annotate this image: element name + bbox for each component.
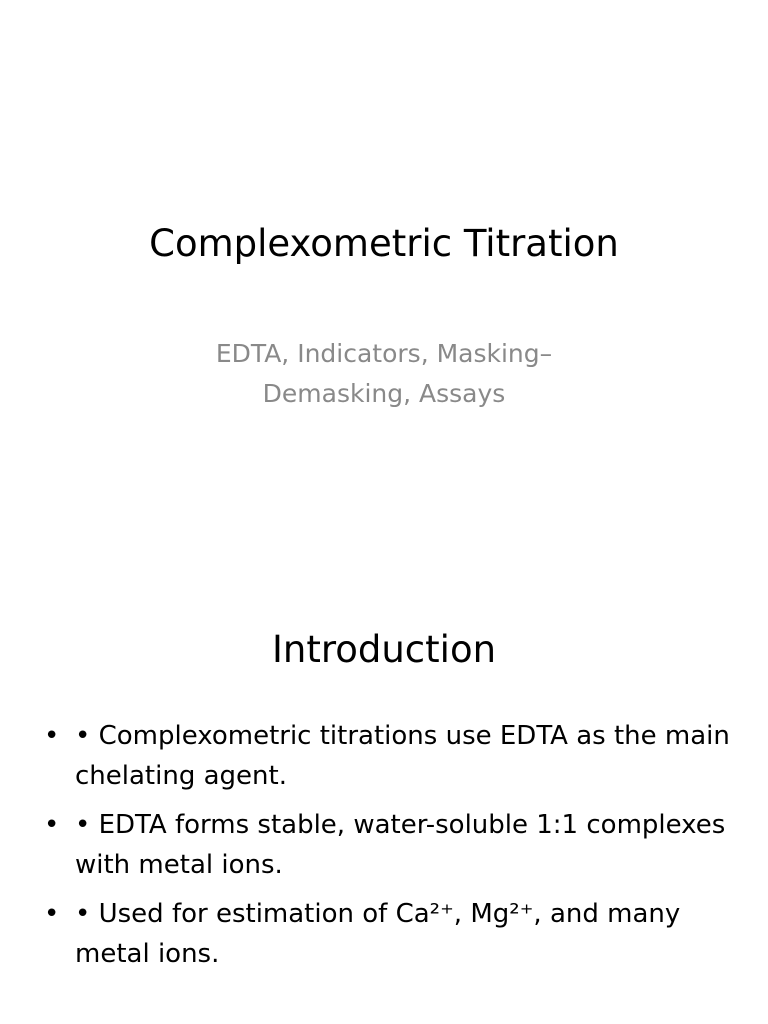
slide-title: Complexometric Titration xyxy=(149,222,619,265)
subtitle-line-2: Demasking, Assays xyxy=(262,379,506,408)
bullet-marker: • xyxy=(44,721,60,751)
introduction-slide xyxy=(0,576,768,1024)
bullet-marker: • xyxy=(44,899,60,929)
introduction-heading: Introduction xyxy=(271,628,497,671)
list-item xyxy=(40,805,740,885)
bullet-text: • EDTA forms stable, water-soluble 1:1 complexes with metal ions. xyxy=(75,810,726,880)
bullet-marker: • xyxy=(44,810,60,840)
subtitle-line-1: EDTA, Indicators, Masking– xyxy=(215,339,553,368)
bullet-list xyxy=(40,716,740,983)
list-item xyxy=(40,716,740,796)
list-item xyxy=(40,894,740,974)
slide-subtitle xyxy=(154,334,614,414)
bullet-text: • Used for estimation of Ca²⁺, Mg²⁺, and many metal ions. xyxy=(75,899,681,969)
bullet-text: • Complexometric titrations use EDTA as the main chelating agent. xyxy=(75,721,730,791)
